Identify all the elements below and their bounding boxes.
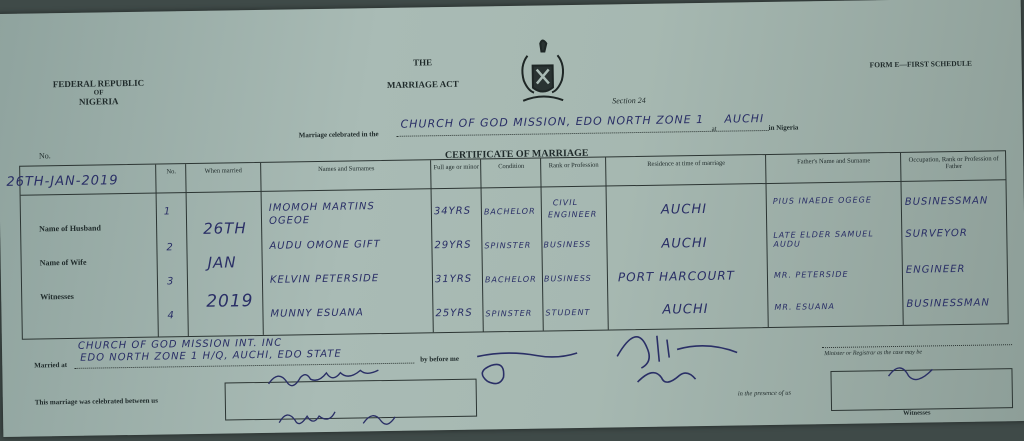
profession-cell: STUDENT xyxy=(545,307,591,318)
col-divider xyxy=(480,159,484,331)
col-divider xyxy=(765,155,769,327)
signature-minister xyxy=(457,324,618,397)
row-label: Witnesses xyxy=(40,291,74,302)
age-cell: 31YRS xyxy=(434,273,473,286)
column-header: Occupation, Rank or Profession of Father xyxy=(908,155,999,171)
condition-cell: BACHELOR xyxy=(483,206,536,217)
by-before-me-label: by before me xyxy=(420,354,460,364)
celebrated-label: Marriage celebrated in the xyxy=(298,130,379,140)
residence-cell: AUCHI xyxy=(660,201,708,218)
signature-husband xyxy=(262,360,403,402)
column-header: Condition xyxy=(498,162,525,171)
age-cell: 25YRS xyxy=(435,307,473,320)
residence-cell: PORT HARCOURT xyxy=(617,268,736,285)
row-divider xyxy=(21,179,1006,195)
celebrated-between-label: This marriage was celebrated between us xyxy=(34,396,158,407)
signature-wife xyxy=(273,400,424,436)
signature-registrar xyxy=(882,355,942,386)
father-cell: MR. PETERSIDE xyxy=(773,269,849,280)
in-presence-label: in the presence of us xyxy=(737,389,792,398)
age-cell: 34YRS xyxy=(433,205,472,218)
column-header: Rank or Profession xyxy=(548,161,599,170)
column-header: Father's Name and Surname xyxy=(796,157,871,166)
column-header: No. xyxy=(166,168,177,176)
col-divider xyxy=(185,164,189,336)
married-at-label: Married at xyxy=(34,361,68,370)
at-value: AUCHI xyxy=(724,112,765,126)
married-at-value: EDO NORTH ZONE 1 H/Q, AUCHI, EDO STATE xyxy=(80,348,342,364)
name-cell: AUDU OMONE GIFT xyxy=(269,239,381,252)
column-header: When married xyxy=(204,167,242,175)
column-header: Full age or minor xyxy=(433,163,479,172)
father-cell: MR. ESUANA xyxy=(774,301,835,312)
col-divider xyxy=(605,158,609,330)
profession-cell: ENGINEER xyxy=(547,209,598,220)
celebrated-value: CHURCH OF GOD MISSION, EDO NORTH ZONE 1 xyxy=(400,112,705,131)
dotted-line xyxy=(397,130,769,137)
name-cell: MUNNY ESUANA xyxy=(270,307,364,320)
no-label: No. xyxy=(38,151,51,161)
in-nigeria-label: in Nigeria xyxy=(768,123,799,132)
condition-cell: SPINSTER xyxy=(485,308,533,319)
condition-cell: SPINSTER xyxy=(484,240,532,251)
name-cell: IMOMOH MARTINS xyxy=(268,201,375,214)
condition-cell: BACHELOR xyxy=(484,274,537,285)
profession-cell: BUSINESS xyxy=(543,239,592,250)
father-occupation-cell: BUSINESSMAN xyxy=(904,195,989,208)
married-at-value: CHURCH OF GOD MISSION INT. INC xyxy=(77,337,283,352)
father-occupation-cell: BUSINESSMAN xyxy=(906,297,991,310)
when-married: 26TH xyxy=(202,219,247,238)
header-line: FEDERAL REPUBLIC xyxy=(52,77,145,90)
at-label: at xyxy=(711,124,717,133)
residence-cell: AUCHI xyxy=(662,301,709,318)
col-divider xyxy=(155,165,159,337)
minister-label: Minister or Registrar as the case may be xyxy=(824,349,923,358)
register-table xyxy=(6,147,1009,339)
date-written: 26TH-JAN-2019 xyxy=(6,173,119,190)
row-label: Name of Husband xyxy=(39,223,101,234)
col-divider xyxy=(900,153,904,325)
father-occupation-cell: ENGINEER xyxy=(905,263,966,276)
row-number: 4 xyxy=(167,310,175,322)
name-cell: KELVIN PETERSIDE xyxy=(269,273,380,286)
coat-of-arms-icon xyxy=(502,35,583,116)
federal-republic xyxy=(53,78,145,107)
col-divider xyxy=(260,163,264,335)
residence-cell: AUCHI xyxy=(661,235,708,252)
father-cell: LATE ELDER SAMUEL AUDU xyxy=(773,229,874,249)
column-header: Names and Surnames xyxy=(317,165,375,174)
row-label: Name of Wife xyxy=(39,257,87,268)
marriage-act-title xyxy=(367,57,477,91)
act-line: MARRIAGE ACT xyxy=(386,78,459,90)
section-reference: Section 24 xyxy=(612,95,646,106)
signature-witness xyxy=(607,314,758,396)
row-number: 1 xyxy=(163,206,172,218)
profession-cell: CIVIL xyxy=(552,197,579,208)
column-header: Residence at time of marriage xyxy=(647,159,726,168)
dotted-line xyxy=(822,344,1012,348)
age-cell: 29YRS xyxy=(434,239,472,252)
when-married: 2019 xyxy=(206,291,254,312)
witnesses-label: Witnesses xyxy=(903,409,931,417)
form-reference: FORM E—FIRST SCHEDULE xyxy=(869,58,973,70)
when-married: JAN xyxy=(207,253,237,272)
row-number: 3 xyxy=(166,276,175,288)
act-line: THE xyxy=(412,57,433,68)
col-divider xyxy=(430,160,434,332)
father-occupation-cell: SURVEYOR xyxy=(905,227,968,240)
father-cell: PIUS INAEDE OGEGE xyxy=(772,195,872,206)
header-line: NIGERIA xyxy=(78,96,119,107)
profession-cell: BUSINESS xyxy=(543,273,592,284)
name-cell: OGEOE xyxy=(268,215,311,227)
header-line: OF xyxy=(93,88,104,97)
row-number: 2 xyxy=(166,242,174,254)
certificate-title: CERTIFICATE OF MARRIAGE xyxy=(444,147,589,162)
